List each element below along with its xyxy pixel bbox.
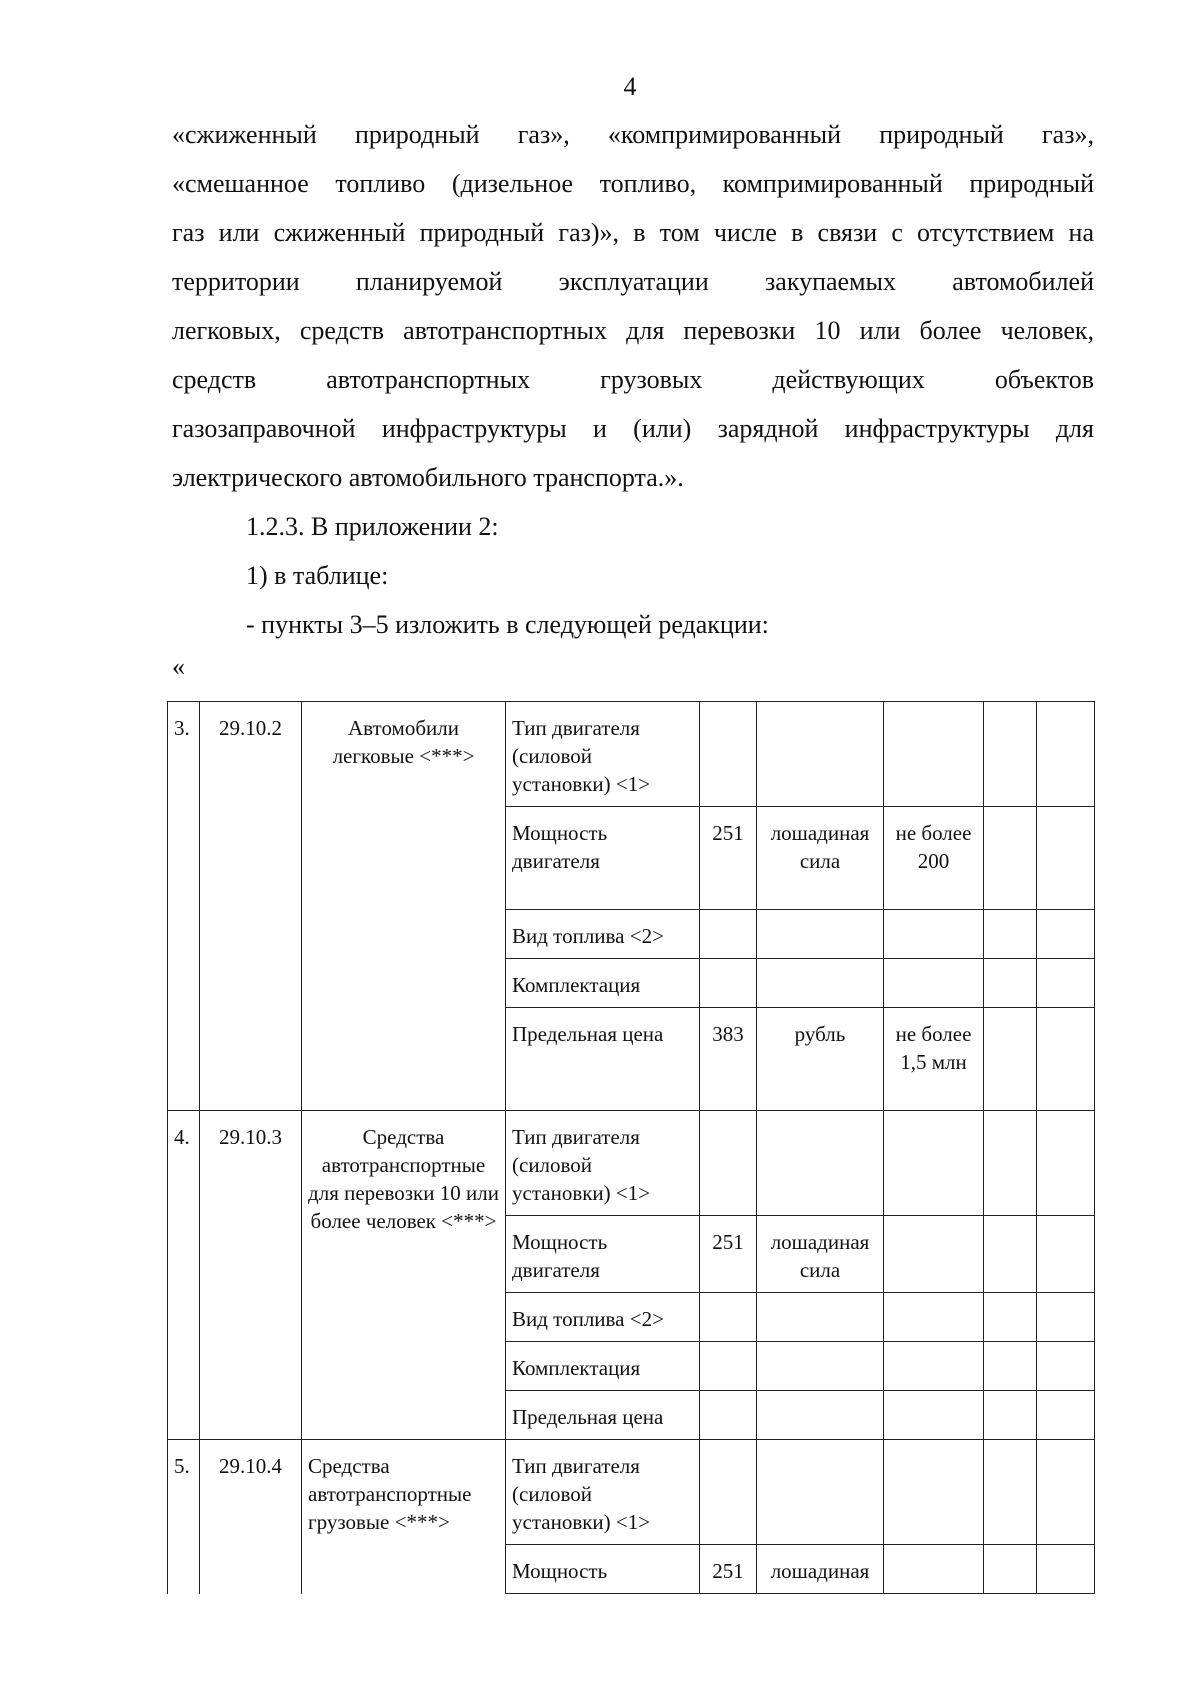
okei-code: 251 bbox=[700, 1216, 757, 1293]
unit: лошадиная сила bbox=[757, 807, 884, 910]
empty-cell bbox=[984, 702, 1037, 807]
unit bbox=[757, 1391, 884, 1440]
empty-cell bbox=[984, 959, 1037, 1008]
table-row bbox=[168, 702, 1095, 807]
document-body bbox=[172, 110, 1094, 649]
table-row bbox=[168, 1111, 1095, 1216]
empty-cell bbox=[1037, 1008, 1095, 1111]
okpd-code: 29.10.2 bbox=[200, 702, 302, 1111]
unit: лошадиная сила bbox=[757, 1216, 884, 1293]
okei-code: 383 bbox=[700, 1008, 757, 1111]
empty-cell bbox=[1037, 959, 1095, 1008]
characteristic: Тип двигателя (силовой установки) <1> bbox=[506, 1440, 700, 1545]
okei-code bbox=[700, 910, 757, 959]
value bbox=[884, 1545, 984, 1594]
paragraph-line: «сжиженный природный газ», «компримированный природный газ», bbox=[172, 120, 1094, 149]
okei-code bbox=[700, 1111, 757, 1216]
characteristic: Тип двигателя (силовой установки) <1> bbox=[506, 702, 700, 807]
empty-cell bbox=[984, 1342, 1037, 1391]
item-number: 5. bbox=[168, 1440, 200, 1594]
empty-cell bbox=[984, 1545, 1037, 1594]
okei-code bbox=[700, 1342, 757, 1391]
regulation-table bbox=[167, 701, 1095, 1594]
value bbox=[884, 1342, 984, 1391]
empty-cell bbox=[984, 910, 1037, 959]
okei-code bbox=[700, 1391, 757, 1440]
empty-cell bbox=[984, 1216, 1037, 1293]
paragraph-line: территории планируемой эксплуатации закупаемых автомобилей bbox=[172, 267, 1094, 296]
unit: рубль bbox=[757, 1008, 884, 1111]
item-number: 4. bbox=[168, 1111, 200, 1440]
characteristic: Тип двигателя (силовой установки) <1> bbox=[506, 1111, 700, 1216]
value bbox=[884, 959, 984, 1008]
item-name: Средства автотранспортные грузовые <***> bbox=[302, 1440, 506, 1594]
okei-code bbox=[700, 702, 757, 807]
empty-cell bbox=[1037, 807, 1095, 910]
unit bbox=[757, 1111, 884, 1216]
value bbox=[884, 1293, 984, 1342]
paragraph-line: газ или сжиженный природный газ)», в том числе в связи с отсутствием на bbox=[172, 218, 1094, 247]
open-quote: « bbox=[172, 652, 185, 681]
paragraph-line: легковых, средств автотранспортных для перевозки 10 или более человек, bbox=[172, 316, 1094, 345]
table-row bbox=[168, 1440, 1095, 1545]
value bbox=[884, 910, 984, 959]
empty-cell bbox=[1037, 1440, 1095, 1545]
paragraph-line: «смешанное топливо (дизельное топливо, компримированный природный bbox=[172, 169, 1094, 198]
empty-cell bbox=[984, 807, 1037, 910]
empty-cell bbox=[984, 1391, 1037, 1440]
empty-cell bbox=[984, 1293, 1037, 1342]
characteristic: Предельная цена bbox=[506, 1391, 700, 1440]
paragraph-line: средств автотранспортных грузовых действующих объектов bbox=[172, 365, 1094, 394]
empty-cell bbox=[984, 1008, 1037, 1111]
value bbox=[884, 1111, 984, 1216]
value bbox=[884, 702, 984, 807]
empty-cell bbox=[1037, 1391, 1095, 1440]
item-name: Средства автотранспортные для перевозки 10 или более человек <***> bbox=[302, 1111, 506, 1440]
okpd-code: 29.10.3 bbox=[200, 1111, 302, 1440]
unit bbox=[757, 959, 884, 1008]
characteristic: Мощность bbox=[506, 1545, 700, 1594]
list-item: 1.2.3. В приложении 2: bbox=[246, 512, 499, 541]
value: не более 1,5 млн bbox=[884, 1008, 984, 1111]
empty-cell bbox=[1037, 910, 1095, 959]
empty-cell bbox=[984, 1440, 1037, 1545]
list-item: - пункты 3–5 изложить в следующей редакции: bbox=[246, 610, 769, 639]
page-number: 4 bbox=[623, 72, 637, 101]
unit: лошадиная bbox=[757, 1545, 884, 1594]
paragraph-line: газозаправочной инфраструктуры и (или) зарядной инфраструктуры для bbox=[172, 414, 1094, 443]
value bbox=[884, 1440, 984, 1545]
unit bbox=[757, 1293, 884, 1342]
okei-code: 251 bbox=[700, 1545, 757, 1594]
value bbox=[884, 1391, 984, 1440]
list-item: 1) в таблице: bbox=[246, 561, 389, 590]
okpd-code: 29.10.4 bbox=[200, 1440, 302, 1594]
item-number: 3. bbox=[168, 702, 200, 1111]
unit bbox=[757, 1342, 884, 1391]
okei-code bbox=[700, 1440, 757, 1545]
characteristic: Мощность двигателя bbox=[506, 1216, 700, 1293]
unit bbox=[757, 702, 884, 807]
characteristic: Мощность двигателя bbox=[506, 807, 700, 910]
empty-cell bbox=[1037, 1216, 1095, 1293]
empty-cell bbox=[1037, 1342, 1095, 1391]
okei-code bbox=[700, 959, 757, 1008]
characteristic: Комплектация bbox=[506, 959, 700, 1008]
characteristic: Предельная цена bbox=[506, 1008, 700, 1111]
characteristic: Комплектация bbox=[506, 1342, 700, 1391]
empty-cell bbox=[1037, 1293, 1095, 1342]
empty-cell bbox=[1037, 1111, 1095, 1216]
okei-code bbox=[700, 1293, 757, 1342]
unit bbox=[757, 1440, 884, 1545]
item-name: Автомобили легковые <***> bbox=[302, 702, 506, 1111]
unit bbox=[757, 910, 884, 959]
characteristic: Вид топлива <2> bbox=[506, 910, 700, 959]
characteristic: Вид топлива <2> bbox=[506, 1293, 700, 1342]
paragraph-line: электрического автомобильного транспорта.». bbox=[172, 463, 684, 492]
empty-cell bbox=[984, 1111, 1037, 1216]
okei-code: 251 bbox=[700, 807, 757, 910]
empty-cell bbox=[1037, 1545, 1095, 1594]
empty-cell bbox=[1037, 702, 1095, 807]
value bbox=[884, 1216, 984, 1293]
value: не более 200 bbox=[884, 807, 984, 910]
